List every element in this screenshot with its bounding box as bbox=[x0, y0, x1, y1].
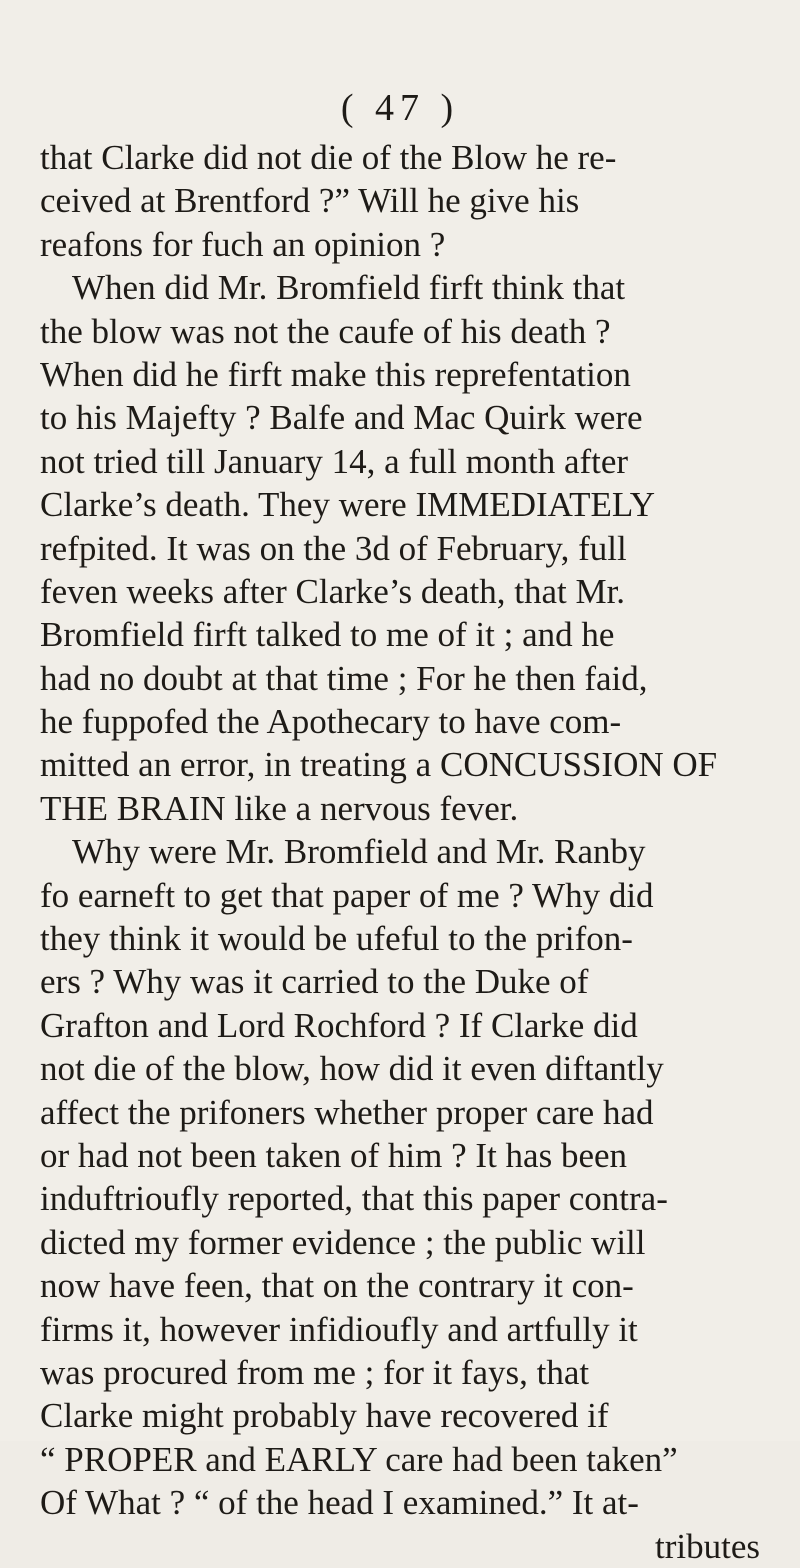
text-line bbox=[40, 830, 770, 873]
line-text: not die of the blow, how did it even diftantly bbox=[40, 1049, 664, 1089]
page-number-header: ( 47 ) bbox=[340, 87, 460, 129]
line-text: reafons for fuch an opinion ? bbox=[40, 224, 446, 264]
catchword: tributes bbox=[655, 1526, 760, 1566]
line-text: not tried till January 14, a full month after bbox=[40, 441, 629, 481]
text-line bbox=[40, 1221, 770, 1264]
text-line bbox=[40, 1264, 770, 1307]
text-line bbox=[40, 527, 770, 570]
line-text: to his Majefty ? Balfe and Mac Quirk were bbox=[40, 398, 643, 438]
line-text: firms it, however infidioufly and artfully it bbox=[40, 1309, 638, 1349]
text-line bbox=[40, 1004, 770, 1047]
text-line bbox=[40, 657, 770, 700]
text-line bbox=[40, 743, 770, 786]
line-text: When did he firft make this reprefentation bbox=[40, 354, 631, 394]
line-text: mitted an error, in treating a CONCUSSION OF bbox=[40, 745, 718, 785]
text-line bbox=[40, 310, 770, 353]
line-text: feven weeks after Clarke’s death, that Mr. bbox=[40, 571, 626, 611]
text-line bbox=[40, 1308, 770, 1351]
line-text: Clarke’s death. They were IMMEDIATELY bbox=[40, 485, 655, 525]
line-text: had no doubt at that time ; For he then faid, bbox=[40, 658, 648, 698]
text-line bbox=[40, 1134, 770, 1177]
text-line bbox=[40, 570, 770, 613]
line-text: Bromfield firft talked to me of it ; and he bbox=[40, 615, 615, 655]
line-text: dicted my former evidence ; the public will bbox=[40, 1222, 646, 1262]
text-line bbox=[40, 613, 770, 656]
text-line bbox=[40, 136, 770, 179]
text-line bbox=[40, 179, 770, 222]
line-text: “ PROPER and EARLY care had been taken” bbox=[40, 1439, 678, 1479]
text-line bbox=[40, 787, 770, 830]
body-text bbox=[40, 136, 770, 1568]
line-text: he fuppofed the Apothecary to have com- bbox=[40, 702, 622, 742]
line-text: THE BRAIN like a nervous fever. bbox=[40, 788, 519, 828]
line-text: ceived at Brentford ?” Will he give his bbox=[40, 181, 580, 221]
line-text: the blow was not the caufe of his death ? bbox=[40, 311, 611, 351]
line-text: Of What ? “ of the head I examined.” It at- bbox=[40, 1483, 639, 1523]
text-line bbox=[40, 1177, 770, 1220]
line-text: affect the prifoners whether proper care had bbox=[40, 1092, 654, 1132]
text-line bbox=[40, 1394, 770, 1437]
text-line bbox=[40, 266, 770, 309]
text-line bbox=[40, 353, 770, 396]
text-line bbox=[40, 1438, 770, 1481]
text-line bbox=[40, 440, 770, 483]
line-text: When did Mr. Bromfield firft think that bbox=[72, 268, 626, 308]
line-text: Why were Mr. Bromfield and Mr. Ranby bbox=[72, 832, 646, 872]
text-line bbox=[40, 223, 770, 266]
text-line bbox=[40, 1091, 770, 1134]
text-line bbox=[40, 1047, 770, 1090]
line-text: Clarke might probably have recovered if bbox=[40, 1396, 609, 1436]
line-text: ers ? Why was it carried to the Duke of bbox=[40, 962, 589, 1002]
line-text: now have feen, that on the contrary it con- bbox=[40, 1266, 634, 1306]
text-line bbox=[40, 1351, 770, 1394]
line-text: refpited. It was on the 3d of February, full bbox=[40, 528, 627, 568]
line-text: fo earneft to get that paper of me ? Why did bbox=[40, 875, 654, 915]
text-line bbox=[40, 396, 770, 439]
line-text: that Clarke did not die of the Blow he re- bbox=[40, 138, 617, 177]
text-line bbox=[40, 917, 770, 960]
line-text: Grafton and Lord Rochford ? If Clarke did bbox=[40, 1005, 638, 1045]
catchword-line bbox=[40, 1525, 770, 1568]
line-text: they think it would be ufeful to the prifon- bbox=[40, 919, 633, 959]
text-line bbox=[40, 483, 770, 526]
line-text: or had not been taken of him ? It has been bbox=[40, 1135, 628, 1175]
line-text: was procured from me ; for it fays, that bbox=[40, 1352, 590, 1392]
text-line bbox=[40, 874, 770, 917]
text-line bbox=[40, 700, 770, 743]
text-line bbox=[40, 960, 770, 1003]
text-line bbox=[40, 1481, 770, 1524]
line-text: induftrioufly reported, that this paper contra- bbox=[40, 1179, 668, 1219]
